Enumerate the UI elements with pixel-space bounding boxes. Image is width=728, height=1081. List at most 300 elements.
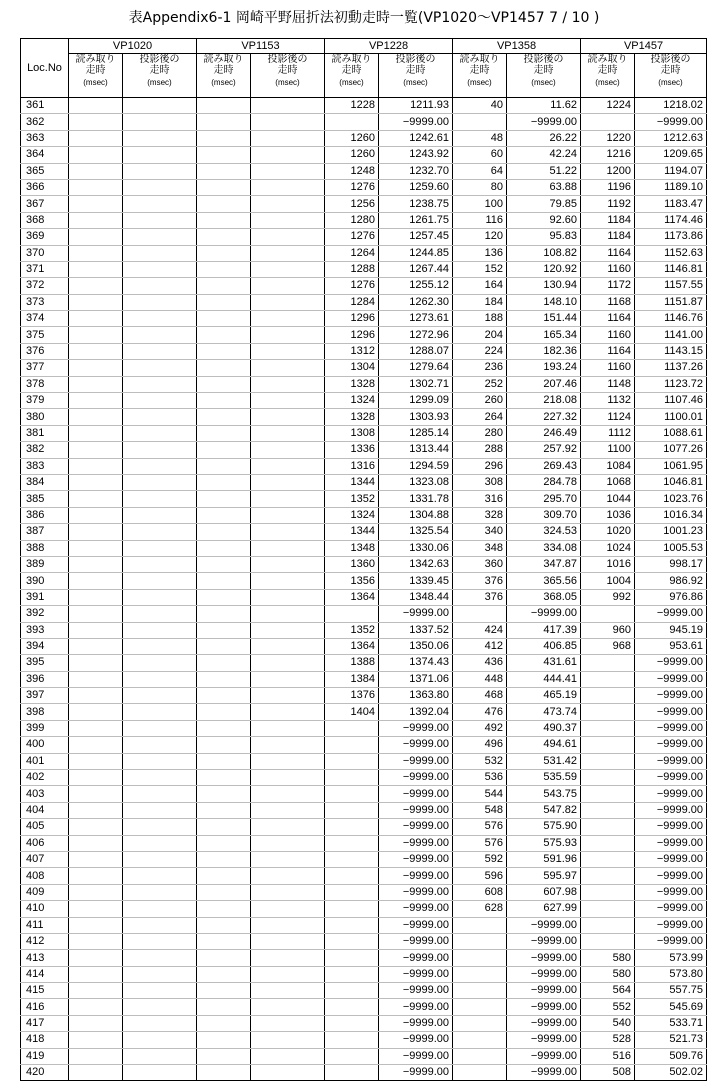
time-cell: 92.60 bbox=[507, 212, 581, 228]
group-header: VP1358 bbox=[453, 39, 581, 54]
time-cell bbox=[69, 278, 123, 294]
time-cell: 608 bbox=[453, 884, 507, 900]
time-cell bbox=[197, 835, 251, 851]
time-cell bbox=[251, 147, 325, 163]
loc-no-cell: 391 bbox=[21, 589, 69, 605]
time-cell: 1276 bbox=[325, 278, 379, 294]
time-cell: 1124 bbox=[581, 409, 635, 425]
time-cell bbox=[251, 704, 325, 720]
time-cell: 591.96 bbox=[507, 851, 581, 867]
time-cell bbox=[581, 688, 635, 704]
time-cell bbox=[69, 327, 123, 343]
time-cell bbox=[123, 606, 197, 622]
loc-no-cell: 401 bbox=[21, 753, 69, 769]
time-cell: −9999.00 bbox=[379, 753, 453, 769]
time-cell: 1336 bbox=[325, 442, 379, 458]
time-cell bbox=[69, 163, 123, 179]
time-cell: 406.85 bbox=[507, 638, 581, 654]
table-row bbox=[21, 524, 707, 540]
time-cell: 1376 bbox=[325, 688, 379, 704]
table-row bbox=[21, 114, 707, 130]
time-cell bbox=[453, 999, 507, 1015]
time-cell bbox=[197, 966, 251, 982]
time-cell: 494.61 bbox=[507, 737, 581, 753]
time-cell: 992 bbox=[581, 589, 635, 605]
time-cell bbox=[123, 851, 197, 867]
loc-no-cell: 390 bbox=[21, 573, 69, 589]
time-cell bbox=[123, 1048, 197, 1064]
time-cell bbox=[123, 999, 197, 1015]
time-cell bbox=[453, 933, 507, 949]
time-cell bbox=[251, 655, 325, 671]
time-cell: 1184 bbox=[581, 229, 635, 245]
projected-time-header: 投影後の 走時 (msec) bbox=[251, 54, 325, 98]
time-cell: 1262.30 bbox=[379, 294, 453, 310]
loc-no-cell: 398 bbox=[21, 704, 69, 720]
time-cell bbox=[453, 606, 507, 622]
time-cell bbox=[581, 819, 635, 835]
time-cell bbox=[197, 474, 251, 490]
time-cell bbox=[123, 786, 197, 802]
loc-no-cell: 368 bbox=[21, 212, 69, 228]
table-row bbox=[21, 737, 707, 753]
time-cell bbox=[581, 606, 635, 622]
time-cell bbox=[69, 737, 123, 753]
time-cell: 1259.60 bbox=[379, 179, 453, 195]
time-cell: 1146.76 bbox=[635, 311, 707, 327]
time-cell: 1288 bbox=[325, 261, 379, 277]
time-cell: 340 bbox=[453, 524, 507, 540]
time-cell: −9999.00 bbox=[507, 966, 581, 982]
time-cell bbox=[197, 720, 251, 736]
time-cell: 1016 bbox=[581, 556, 635, 572]
loc-no-cell: 420 bbox=[21, 1065, 69, 1081]
time-cell: 360 bbox=[453, 556, 507, 572]
table-row bbox=[21, 622, 707, 638]
time-cell bbox=[197, 901, 251, 917]
time-cell: −9999.00 bbox=[507, 933, 581, 949]
loc-no-cell: 387 bbox=[21, 524, 69, 540]
table-row bbox=[21, 98, 707, 114]
read-time-header: 読み取り 走時 (msec) bbox=[581, 54, 635, 98]
time-cell bbox=[69, 573, 123, 589]
loc-no-cell: 389 bbox=[21, 556, 69, 572]
time-cell bbox=[123, 147, 197, 163]
time-cell bbox=[197, 1032, 251, 1048]
time-cell bbox=[123, 720, 197, 736]
time-cell bbox=[251, 851, 325, 867]
time-cell bbox=[251, 786, 325, 802]
time-cell bbox=[251, 212, 325, 228]
time-cell bbox=[197, 638, 251, 654]
time-cell: 1189.10 bbox=[635, 179, 707, 195]
time-cell bbox=[123, 393, 197, 409]
time-cell bbox=[251, 491, 325, 507]
table-row bbox=[21, 868, 707, 884]
time-cell: −9999.00 bbox=[379, 114, 453, 130]
time-cell bbox=[325, 999, 379, 1015]
time-cell: 1313.44 bbox=[379, 442, 453, 458]
time-cell: 1004 bbox=[581, 573, 635, 589]
time-cell: 544 bbox=[453, 786, 507, 802]
time-cell bbox=[197, 130, 251, 146]
time-cell: 1260 bbox=[325, 147, 379, 163]
time-cell bbox=[197, 884, 251, 900]
time-cell: 1363.80 bbox=[379, 688, 453, 704]
time-cell bbox=[453, 950, 507, 966]
loc-no-cell: 407 bbox=[21, 851, 69, 867]
time-cell: 63.88 bbox=[507, 179, 581, 195]
time-cell bbox=[123, 179, 197, 195]
loc-no-cell: 403 bbox=[21, 786, 69, 802]
time-cell bbox=[123, 409, 197, 425]
time-cell: 1388 bbox=[325, 655, 379, 671]
time-cell: 1228 bbox=[325, 98, 379, 114]
time-cell bbox=[69, 491, 123, 507]
time-cell: 1288.07 bbox=[379, 343, 453, 359]
time-cell: −9999.00 bbox=[635, 835, 707, 851]
time-cell: −9999.00 bbox=[507, 1065, 581, 1081]
time-cell: −9999.00 bbox=[379, 983, 453, 999]
time-cell: 309.70 bbox=[507, 507, 581, 523]
time-cell bbox=[325, 786, 379, 802]
time-cell: 1023.76 bbox=[635, 491, 707, 507]
table-row bbox=[21, 294, 707, 310]
loc-no-cell: 412 bbox=[21, 933, 69, 949]
time-cell bbox=[123, 983, 197, 999]
time-cell bbox=[581, 720, 635, 736]
time-cell bbox=[251, 196, 325, 212]
time-cell bbox=[123, 524, 197, 540]
time-cell: −9999.00 bbox=[635, 868, 707, 884]
time-cell: 1152.63 bbox=[635, 245, 707, 261]
read-time-header: 読み取り 走時 (msec) bbox=[325, 54, 379, 98]
loc-no-cell: 415 bbox=[21, 983, 69, 999]
time-cell: 64 bbox=[453, 163, 507, 179]
time-cell: 1243.92 bbox=[379, 147, 453, 163]
group-header: VP1457 bbox=[581, 39, 707, 54]
time-cell bbox=[197, 819, 251, 835]
time-cell: −9999.00 bbox=[379, 966, 453, 982]
time-cell bbox=[251, 524, 325, 540]
loc-no-cell: 414 bbox=[21, 966, 69, 982]
time-cell bbox=[123, 704, 197, 720]
time-cell: 596 bbox=[453, 868, 507, 884]
time-cell: 347.87 bbox=[507, 556, 581, 572]
time-cell: −9999.00 bbox=[379, 802, 453, 818]
loc-no-cell: 396 bbox=[21, 671, 69, 687]
time-cell bbox=[581, 868, 635, 884]
time-cell bbox=[325, 114, 379, 130]
loc-no-cell: 364 bbox=[21, 147, 69, 163]
time-cell: 533.71 bbox=[635, 1015, 707, 1031]
time-cell: 1146.81 bbox=[635, 261, 707, 277]
time-cell bbox=[453, 966, 507, 982]
time-cell: 424 bbox=[453, 622, 507, 638]
table-row bbox=[21, 507, 707, 523]
time-cell: −9999.00 bbox=[379, 1048, 453, 1064]
table-row bbox=[21, 606, 707, 622]
time-cell bbox=[581, 655, 635, 671]
time-cell: 257.92 bbox=[507, 442, 581, 458]
time-cell: 1077.26 bbox=[635, 442, 707, 458]
table-row bbox=[21, 327, 707, 343]
time-cell: 1364 bbox=[325, 589, 379, 605]
time-cell bbox=[69, 212, 123, 228]
time-cell bbox=[581, 770, 635, 786]
time-cell bbox=[69, 458, 123, 474]
time-cell bbox=[123, 966, 197, 982]
time-cell: 1352 bbox=[325, 491, 379, 507]
time-cell: −9999.00 bbox=[379, 720, 453, 736]
table-row bbox=[21, 770, 707, 786]
time-cell: 60 bbox=[453, 147, 507, 163]
time-cell bbox=[123, 688, 197, 704]
time-cell bbox=[197, 704, 251, 720]
time-cell bbox=[251, 835, 325, 851]
loc-no-cell: 388 bbox=[21, 540, 69, 556]
table-row bbox=[21, 917, 707, 933]
time-cell: 1261.75 bbox=[379, 212, 453, 228]
time-cell: 207.46 bbox=[507, 376, 581, 392]
time-cell: 575.90 bbox=[507, 819, 581, 835]
table-row bbox=[21, 179, 707, 195]
time-cell: 26.22 bbox=[507, 130, 581, 146]
table-row bbox=[21, 163, 707, 179]
time-cell bbox=[123, 343, 197, 359]
table-row bbox=[21, 147, 707, 163]
time-cell bbox=[581, 901, 635, 917]
time-cell bbox=[251, 261, 325, 277]
time-cell: −9999.00 bbox=[379, 819, 453, 835]
time-cell: 1016.34 bbox=[635, 507, 707, 523]
time-cell: 1141.00 bbox=[635, 327, 707, 343]
time-cell bbox=[69, 704, 123, 720]
time-cell: 1296 bbox=[325, 311, 379, 327]
time-cell: 1160 bbox=[581, 327, 635, 343]
table-row bbox=[21, 245, 707, 261]
time-cell: 1284 bbox=[325, 294, 379, 310]
time-cell bbox=[251, 638, 325, 654]
table-row bbox=[21, 261, 707, 277]
time-cell: 468 bbox=[453, 688, 507, 704]
time-cell: −9999.00 bbox=[507, 114, 581, 130]
time-cell: 1192 bbox=[581, 196, 635, 212]
time-cell: −9999.00 bbox=[379, 933, 453, 949]
table-row bbox=[21, 343, 707, 359]
time-cell bbox=[69, 851, 123, 867]
time-cell bbox=[123, 98, 197, 114]
table-row bbox=[21, 1015, 707, 1031]
time-cell: −9999.00 bbox=[635, 114, 707, 130]
time-cell: 1356 bbox=[325, 573, 379, 589]
time-cell bbox=[123, 540, 197, 556]
time-cell bbox=[69, 868, 123, 884]
table-row bbox=[21, 540, 707, 556]
loc-no-cell: 395 bbox=[21, 655, 69, 671]
time-cell: 557.75 bbox=[635, 983, 707, 999]
time-cell bbox=[453, 1065, 507, 1081]
time-cell bbox=[251, 983, 325, 999]
loc-no-cell: 394 bbox=[21, 638, 69, 654]
table-row bbox=[21, 933, 707, 949]
time-cell: 535.59 bbox=[507, 770, 581, 786]
time-cell: 1218.02 bbox=[635, 98, 707, 114]
time-cell: 120.92 bbox=[507, 261, 581, 277]
time-cell bbox=[251, 622, 325, 638]
table-row bbox=[21, 474, 707, 490]
time-cell: 547.82 bbox=[507, 802, 581, 818]
page-title: 表Appendix6-1 岡崎平野屈折法初動走時一覧(VP1020～VP1457 7 / 10 ) bbox=[128, 10, 600, 26]
loc-no-cell: 365 bbox=[21, 163, 69, 179]
time-cell bbox=[123, 901, 197, 917]
table-row bbox=[21, 720, 707, 736]
time-cell bbox=[69, 901, 123, 917]
time-cell bbox=[69, 524, 123, 540]
time-cell: 376 bbox=[453, 573, 507, 589]
time-cell: 1200 bbox=[581, 163, 635, 179]
time-cell bbox=[69, 1032, 123, 1048]
time-cell bbox=[123, 655, 197, 671]
time-cell: 1323.08 bbox=[379, 474, 453, 490]
time-cell: 1151.87 bbox=[635, 294, 707, 310]
time-cell bbox=[123, 917, 197, 933]
time-cell bbox=[69, 294, 123, 310]
time-cell: 627.99 bbox=[507, 901, 581, 917]
time-cell bbox=[581, 704, 635, 720]
table-row bbox=[21, 884, 707, 900]
time-cell bbox=[69, 130, 123, 146]
time-cell bbox=[581, 851, 635, 867]
time-cell bbox=[251, 409, 325, 425]
time-cell: 945.19 bbox=[635, 622, 707, 638]
time-cell: 1304 bbox=[325, 360, 379, 376]
time-cell bbox=[251, 278, 325, 294]
time-cell bbox=[197, 950, 251, 966]
time-cell bbox=[197, 737, 251, 753]
time-cell bbox=[251, 901, 325, 917]
time-cell: −9999.00 bbox=[507, 950, 581, 966]
time-cell: 1001.23 bbox=[635, 524, 707, 540]
time-cell bbox=[69, 442, 123, 458]
time-cell bbox=[453, 917, 507, 933]
time-cell bbox=[251, 606, 325, 622]
time-cell: 1371.06 bbox=[379, 671, 453, 687]
time-cell bbox=[581, 884, 635, 900]
time-cell bbox=[251, 360, 325, 376]
time-cell: 151.44 bbox=[507, 311, 581, 327]
time-cell bbox=[325, 868, 379, 884]
time-cell bbox=[325, 753, 379, 769]
time-cell bbox=[251, 327, 325, 343]
time-cell bbox=[581, 933, 635, 949]
time-cell bbox=[123, 130, 197, 146]
time-cell: 224 bbox=[453, 343, 507, 359]
time-cell bbox=[69, 671, 123, 687]
time-cell bbox=[123, 245, 197, 261]
table-row bbox=[21, 835, 707, 851]
time-cell bbox=[251, 1065, 325, 1081]
time-cell bbox=[197, 147, 251, 163]
time-cell bbox=[251, 442, 325, 458]
table-row bbox=[21, 851, 707, 867]
loc-no-cell: 400 bbox=[21, 737, 69, 753]
time-cell: 1296 bbox=[325, 327, 379, 343]
time-cell bbox=[325, 983, 379, 999]
loc-no-cell: 405 bbox=[21, 819, 69, 835]
time-cell bbox=[581, 802, 635, 818]
table-row bbox=[21, 556, 707, 572]
loc-no-cell: 362 bbox=[21, 114, 69, 130]
time-cell bbox=[69, 819, 123, 835]
loc-no-cell: 413 bbox=[21, 950, 69, 966]
time-cell bbox=[69, 950, 123, 966]
loc-no-cell: 383 bbox=[21, 458, 69, 474]
time-cell bbox=[453, 983, 507, 999]
time-cell: 1164 bbox=[581, 311, 635, 327]
time-cell: 296 bbox=[453, 458, 507, 474]
time-cell bbox=[69, 556, 123, 572]
time-cell: 1264 bbox=[325, 245, 379, 261]
time-cell bbox=[251, 950, 325, 966]
time-cell bbox=[197, 933, 251, 949]
time-cell bbox=[251, 376, 325, 392]
time-cell bbox=[197, 655, 251, 671]
time-cell bbox=[325, 933, 379, 949]
loc-no-cell: 381 bbox=[21, 425, 69, 441]
time-cell: 1212.63 bbox=[635, 130, 707, 146]
time-cell: −9999.00 bbox=[635, 819, 707, 835]
time-cell: 100 bbox=[453, 196, 507, 212]
time-cell: 148.10 bbox=[507, 294, 581, 310]
time-cell bbox=[69, 933, 123, 949]
time-cell bbox=[69, 983, 123, 999]
time-cell bbox=[123, 278, 197, 294]
time-cell bbox=[69, 540, 123, 556]
time-cell bbox=[123, 196, 197, 212]
time-cell bbox=[69, 786, 123, 802]
time-cell bbox=[69, 196, 123, 212]
time-cell: 51.22 bbox=[507, 163, 581, 179]
time-cell: 575.93 bbox=[507, 835, 581, 851]
time-cell: 48 bbox=[453, 130, 507, 146]
time-cell bbox=[69, 606, 123, 622]
table-row bbox=[21, 950, 707, 966]
time-cell: −9999.00 bbox=[507, 917, 581, 933]
time-cell: 576 bbox=[453, 835, 507, 851]
time-cell bbox=[123, 1032, 197, 1048]
time-cell: −9999.00 bbox=[379, 606, 453, 622]
time-cell: 1112 bbox=[581, 425, 635, 441]
time-cell: 334.08 bbox=[507, 540, 581, 556]
time-cell bbox=[251, 770, 325, 786]
time-cell: 1024 bbox=[581, 540, 635, 556]
loc-no-cell: 372 bbox=[21, 278, 69, 294]
time-cell bbox=[251, 933, 325, 949]
time-cell: 417.39 bbox=[507, 622, 581, 638]
time-cell: 1350.06 bbox=[379, 638, 453, 654]
time-cell: 1209.65 bbox=[635, 147, 707, 163]
time-cell: 1279.64 bbox=[379, 360, 453, 376]
time-cell: 473.74 bbox=[507, 704, 581, 720]
time-cell bbox=[69, 229, 123, 245]
time-cell: −9999.00 bbox=[379, 884, 453, 900]
time-cell: 1364 bbox=[325, 638, 379, 654]
time-cell: 152 bbox=[453, 261, 507, 277]
time-cell bbox=[69, 393, 123, 409]
time-cell bbox=[123, 442, 197, 458]
time-cell: −9999.00 bbox=[635, 753, 707, 769]
